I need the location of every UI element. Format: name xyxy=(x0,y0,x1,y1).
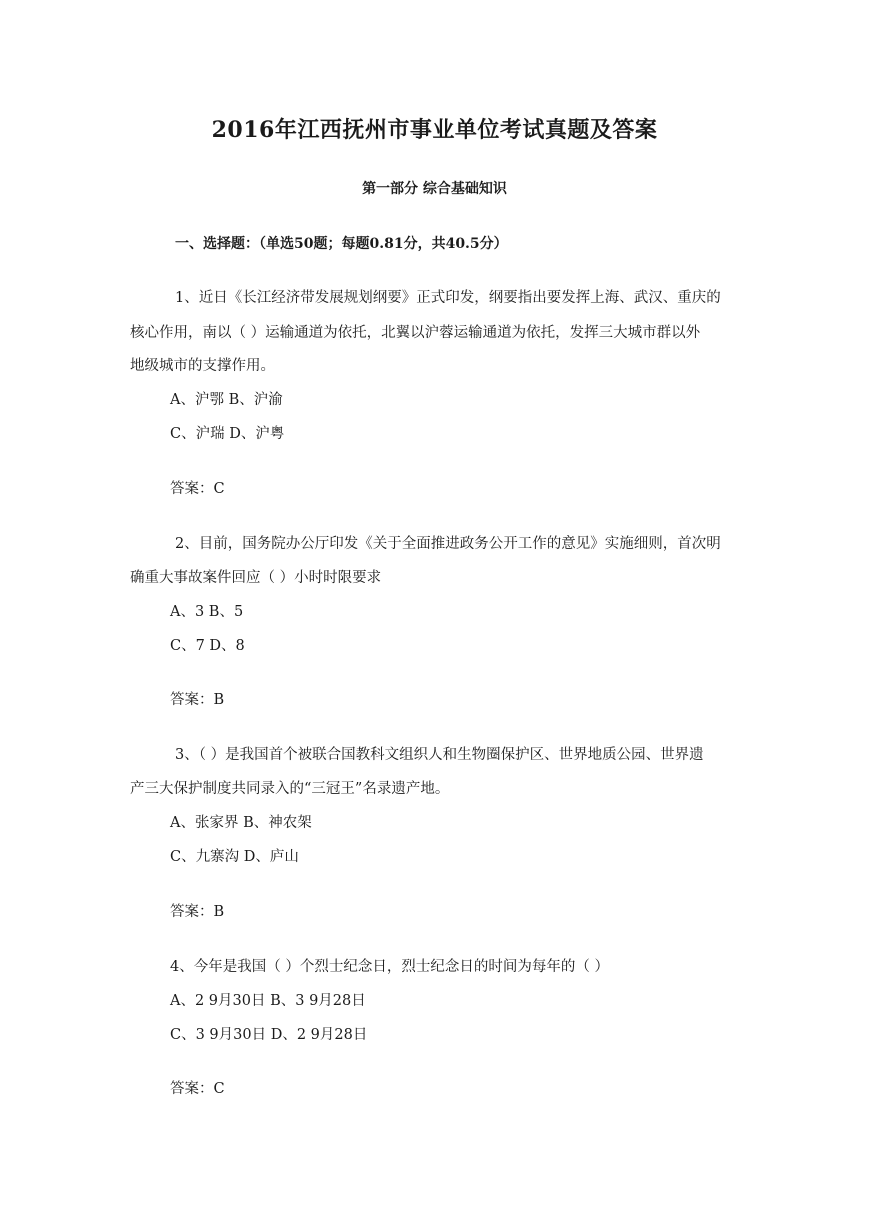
question-4-answer: 答案：C xyxy=(170,1081,225,1097)
question-4-options-row-1: A、2 9月30日 B、3 9月28日 xyxy=(170,993,366,1009)
question-3-options-row-2: C、九寨沟 D、庐山 xyxy=(170,849,299,865)
question-1-line-2: 核心作用，南以（ ）运输通道为依托，北翼以沪蓉运输通道为依托，发挥三大城市群以外 xyxy=(130,325,701,341)
question-2-options-row-1: A、3 B、5 xyxy=(170,604,244,620)
question-2-line-2: 确重大事故案件回应（ ）小时时限要求 xyxy=(130,570,382,586)
question-1-answer: 答案：C xyxy=(170,481,225,497)
question-3-line-1: 3、（ ）是我国首个被联合国教科文组织人和生物圈保护区、世界地质公园、世界遗 xyxy=(175,747,704,763)
question-4-line-1: 4、今年是我国（ ）个烈士纪念日，烈士纪念日的时间为每年的（ ） xyxy=(170,959,609,975)
question-2-line-1: 2、目前，国务院办公厅印发《关于全面推进政务公开工作的意见》实施细则，首次明 xyxy=(175,536,721,552)
question-2-options-row-2: C、7 D、8 xyxy=(170,638,245,654)
question-1-options-row-1: A、沪鄂 B、沪渝 xyxy=(170,392,283,408)
question-3-answer: 答案：B xyxy=(170,904,225,920)
question-4-options-row-2: C、3 9月30日 D、2 9月28日 xyxy=(170,1027,368,1043)
question-1-options-row-2: C、沪瑞 D、沪粤 xyxy=(170,426,285,442)
question-3-line-2: 产三大保护制度共同录入的“三冠王”名录遗产地。 xyxy=(130,781,450,797)
question-1-line-1: 1、近日《长江经济带发展规划纲要》正式印发，纲要指出要发挥上海、武汉、重庆的 xyxy=(175,290,721,306)
section-heading: 一、选择题：（单选50题；每题0.81分，共40.5分） xyxy=(175,236,508,252)
question-1-line-3: 地级城市的支撑作用。 xyxy=(130,358,275,374)
part-heading: 第一部分 综合基础知识 xyxy=(362,181,507,197)
question-3-options-row-1: A、张家界 B、神农架 xyxy=(170,815,312,831)
question-2-answer: 答案：B xyxy=(170,692,225,708)
document-title: 2016年江西抚州市事业单位考试真题及答案 xyxy=(211,117,658,143)
